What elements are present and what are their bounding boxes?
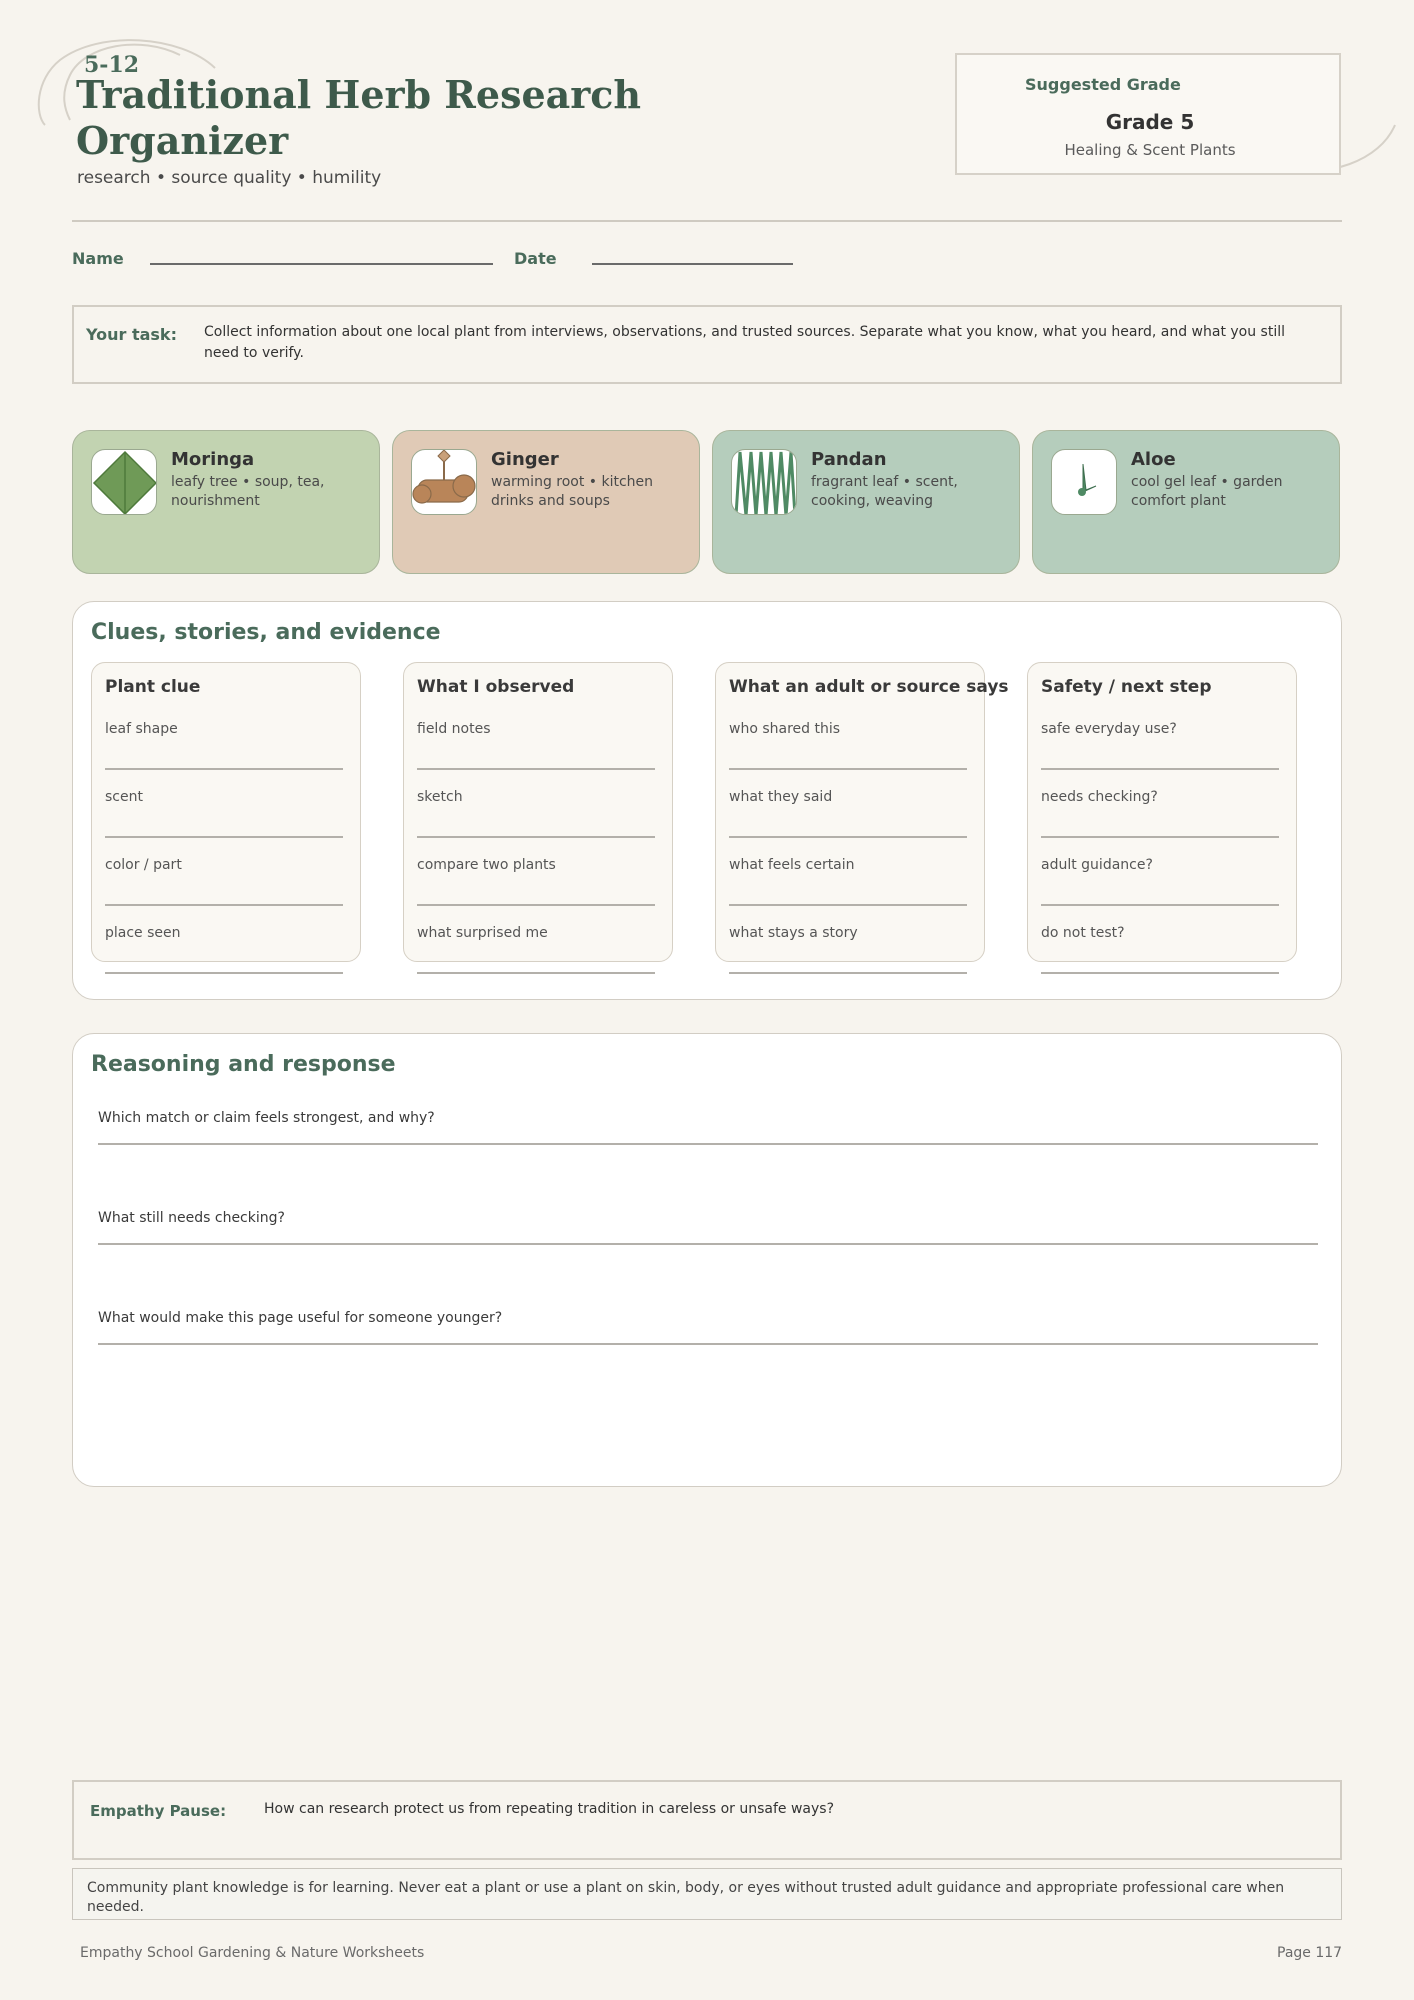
footer-series: Empathy School Gardening & Nature Worksheets bbox=[80, 1945, 425, 1961]
column-prompt: sketch bbox=[417, 789, 463, 805]
plant-name: Moringa bbox=[171, 449, 255, 470]
writing-line[interactable] bbox=[1041, 904, 1279, 906]
writing-line[interactable] bbox=[729, 768, 967, 770]
plant-card-pandan bbox=[712, 430, 1020, 574]
column-prompt: needs checking? bbox=[1041, 789, 1158, 805]
reasoning-question: Which match or claim feels strongest, and why? bbox=[98, 1110, 435, 1126]
writing-line[interactable] bbox=[729, 972, 967, 974]
writing-line[interactable] bbox=[729, 904, 967, 906]
plant-card-aloe bbox=[1032, 430, 1340, 574]
evidence-title: Clues, stories, and evidence bbox=[91, 620, 441, 645]
writing-line[interactable] bbox=[417, 836, 655, 838]
task-text: Collect information about one local plant from interviews, observations, and trusted sources. Separate what you know, what you heard, and what you still need to verify. bbox=[204, 324, 1286, 361]
column-prompt: field notes bbox=[417, 721, 491, 737]
date-label: Date bbox=[514, 249, 557, 268]
plant-desc: warming root • kitchen drinks and soups bbox=[491, 474, 654, 509]
moringa-leaf-icon bbox=[91, 449, 157, 515]
page-number: Page 117 bbox=[1277, 1945, 1343, 1961]
answer-line[interactable] bbox=[98, 1243, 1318, 1245]
aloe-icon bbox=[1051, 449, 1117, 515]
evidence-panel bbox=[72, 601, 1342, 1000]
column-prompt: safe everyday use? bbox=[1041, 721, 1177, 737]
plant-card-ginger bbox=[392, 430, 700, 574]
reasoning-question: What would make this page useful for someone younger? bbox=[98, 1310, 503, 1326]
page-subtitle: research • source quality • humility bbox=[77, 168, 382, 188]
plant-desc: fragrant leaf • scent, cooking, weaving bbox=[811, 474, 958, 509]
empathy-pause-text: How can research protect us from repeating tradition in careless or unsafe ways? bbox=[264, 1801, 835, 1817]
column-prompt: what stays a story bbox=[729, 925, 858, 941]
column-prompt: scent bbox=[105, 789, 143, 805]
reasoning-panel bbox=[72, 1033, 1342, 1487]
column-prompt: compare two plants bbox=[417, 857, 556, 873]
writing-line[interactable] bbox=[729, 836, 967, 838]
column-heading: Safety / next step bbox=[1041, 677, 1212, 697]
plant-name: Pandan bbox=[811, 449, 887, 470]
column-heading: Plant clue bbox=[105, 677, 201, 697]
suggested-grade-value: Grade 5 bbox=[1105, 110, 1195, 134]
suggested-grade-topic: Healing & Scent Plants bbox=[1064, 141, 1236, 159]
column-prompt: what feels certain bbox=[729, 857, 855, 873]
plant-name: Aloe bbox=[1131, 449, 1176, 470]
writing-line[interactable] bbox=[105, 904, 343, 906]
evidence-column-source-says bbox=[715, 662, 1009, 962]
writing-line[interactable] bbox=[417, 904, 655, 906]
header-divider bbox=[72, 220, 1342, 222]
suggested-grade-label: Suggested Grade bbox=[1025, 75, 1181, 94]
writing-line[interactable] bbox=[1041, 836, 1279, 838]
plant-name: Ginger bbox=[491, 449, 559, 470]
reasoning-question: What still needs checking? bbox=[98, 1210, 285, 1226]
column-prompt: do not test? bbox=[1041, 925, 1125, 941]
column-prompt: place seen bbox=[105, 925, 181, 941]
evidence-column-plant-clue bbox=[91, 662, 361, 962]
ginger-root-icon bbox=[411, 449, 477, 515]
plant-card-moringa bbox=[72, 430, 380, 574]
writing-line[interactable] bbox=[105, 768, 343, 770]
task-box bbox=[72, 305, 1342, 384]
task-label: Your task: bbox=[86, 325, 177, 344]
writing-line[interactable] bbox=[105, 836, 343, 838]
empathy-pause-box bbox=[72, 1780, 1342, 1860]
answer-line[interactable] bbox=[98, 1343, 1318, 1345]
safety-notice-text: Community plant knowledge is for learning. Never eat a plant or use a plant on skin, body, or eyes without trusted adult guidance and appropriate professional care when needed. bbox=[87, 1880, 1285, 1915]
column-heading: What an adult or source says bbox=[729, 677, 1009, 697]
writing-line[interactable] bbox=[105, 972, 343, 974]
safety-notice bbox=[72, 1868, 1342, 1920]
column-heading: What I observed bbox=[417, 677, 575, 697]
suggested-grade-box bbox=[955, 53, 1341, 175]
date-field[interactable] bbox=[592, 263, 793, 265]
column-prompt: what they said bbox=[729, 789, 833, 805]
column-prompt: adult guidance? bbox=[1041, 857, 1153, 873]
evidence-column-observed bbox=[403, 662, 673, 962]
answer-line[interactable] bbox=[98, 1143, 1318, 1145]
plant-desc: cool gel leaf • garden comfort plant bbox=[1131, 474, 1283, 509]
pandan-leaves-icon bbox=[731, 449, 797, 515]
column-prompt: who shared this bbox=[729, 721, 841, 737]
writing-line[interactable] bbox=[417, 972, 655, 974]
evidence-column-safety bbox=[1027, 662, 1297, 962]
name-field[interactable] bbox=[150, 263, 493, 265]
grade-range: 5-12 bbox=[84, 52, 140, 78]
plant-desc: leafy tree • soup, tea, nourishment bbox=[171, 474, 325, 509]
writing-line[interactable] bbox=[1041, 972, 1279, 974]
column-prompt: leaf shape bbox=[105, 721, 178, 737]
writing-line[interactable] bbox=[417, 768, 655, 770]
empathy-pause-label: Empathy Pause: bbox=[90, 1802, 227, 1820]
writing-line[interactable] bbox=[1041, 768, 1279, 770]
column-prompt: color / part bbox=[105, 857, 182, 873]
reasoning-title: Reasoning and response bbox=[91, 1052, 396, 1077]
name-label: Name bbox=[72, 249, 124, 268]
page-title: Traditional Herb Research Organizer bbox=[76, 72, 642, 163]
column-prompt: what surprised me bbox=[417, 925, 548, 941]
